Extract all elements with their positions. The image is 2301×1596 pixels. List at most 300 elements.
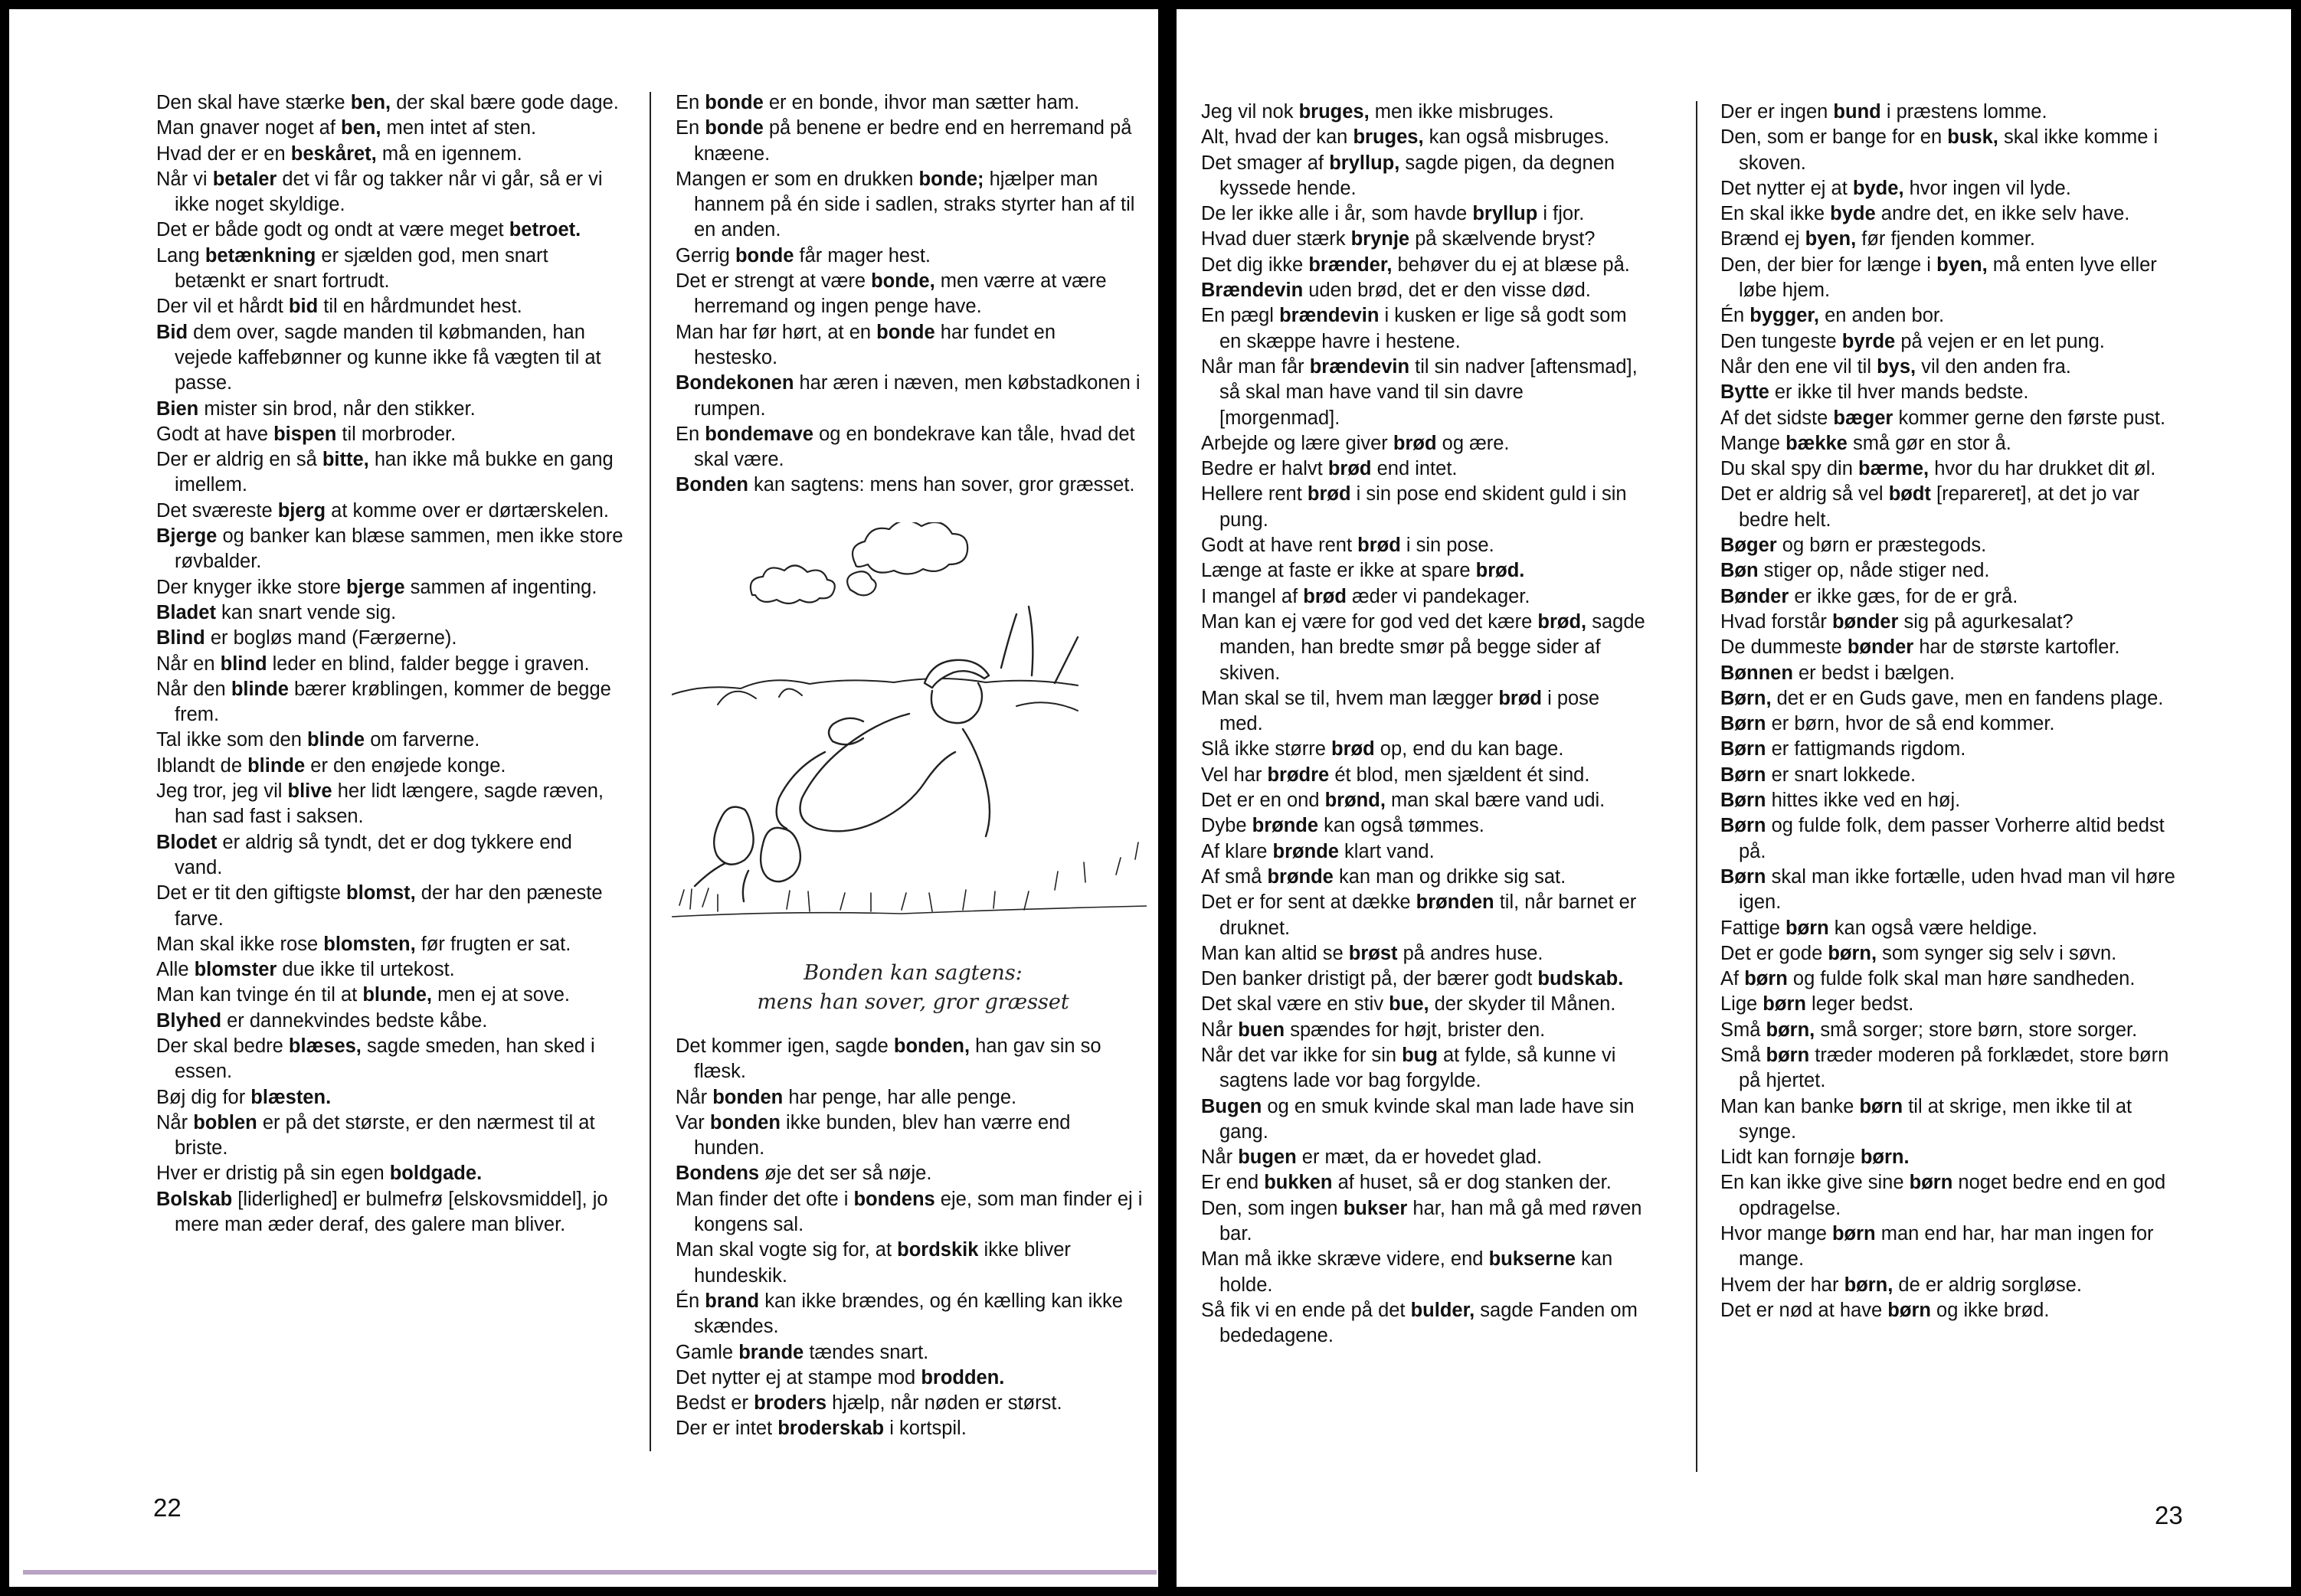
proverb-text: Når [1201, 1146, 1239, 1169]
proverb-keyword: bjerge [346, 576, 405, 598]
proverb-entry [1720, 813, 2180, 865]
proverb-text: Når [156, 1111, 194, 1133]
page-edge-stripe [23, 1570, 1157, 1575]
proverb-keyword: byen, [1936, 253, 1988, 276]
right-page-column-1 [1201, 100, 1645, 1349]
proverb-entry [676, 1110, 1143, 1162]
proverb-text: har æren i næven, men købstadkonen i rumpen. [694, 372, 1141, 420]
proverb-keyword: brød [1498, 687, 1542, 709]
proverb-text: får mager hest. [794, 244, 931, 267]
proverb-entry [156, 524, 624, 575]
proverb-text: Man skal se til, hvem man lægger [1201, 687, 1499, 709]
proverb-keyword: byrde [1841, 330, 1896, 352]
proverb-text: før frugten er sat. [415, 933, 571, 955]
proverb-text: Der skal bedre [156, 1035, 289, 1057]
proverb-text: Det er nød at have [1720, 1299, 1888, 1321]
proverb-text: Alle [156, 959, 195, 981]
proverb-text: Små [1720, 1044, 1766, 1066]
proverb-text: har penge, har alle penge. [783, 1086, 1017, 1108]
proverb-text: Bedre er halvt [1201, 458, 1328, 480]
proverb-text: til, når barnet er druknet. [1219, 891, 1637, 939]
proverb-text: Man finder det ofte i [676, 1188, 854, 1210]
proverb-keyword: Børn [1720, 764, 1766, 786]
proverb-text: bærer krøblingen, kommer de begge frem. [175, 678, 611, 726]
proverb-keyword: betroet. [509, 219, 581, 241]
proverb-text: spændes for højt, brister den. [1285, 1019, 1546, 1041]
proverb-text: er den enøjede konge. [305, 754, 506, 777]
proverb-text: mister sin brod, når den stikker. [198, 397, 476, 420]
left-page [9, 9, 1158, 1587]
proverb-keyword: bønder [1847, 636, 1914, 659]
proverb-text: Det er aldrig så vel [1720, 483, 1889, 505]
proverb-text: op, end du kan bage. [1374, 738, 1564, 760]
proverb-text: i sin pose. [1400, 535, 1494, 557]
proverb-entry [156, 983, 624, 1008]
proverb-text: Man skal vogte sig for, at [676, 1239, 898, 1261]
proverb-entry [676, 1416, 1143, 1441]
proverb-text: Mange [1720, 432, 1786, 454]
proverb-keyword: bryllup [1472, 203, 1538, 225]
proverb-text: på vejen er en let pung. [1895, 330, 2105, 352]
proverb-text: er ikke til hver mands bedste. [1769, 381, 2029, 404]
proverb-text: [repareret], at det jo var bedre helt. [1739, 483, 2140, 531]
proverb-keyword: bund [1833, 101, 1881, 123]
proverb-text: Den banker dristigt på, der bærer godt [1201, 968, 1538, 990]
proverb-entry [1720, 1170, 2180, 1222]
proverb-keyword: blinde [247, 754, 306, 777]
proverb-text: i pose med. [1219, 687, 1600, 735]
proverb-entry [676, 1391, 1143, 1416]
proverb-entry [1201, 456, 1645, 482]
proverb-text: En kan ikke give sine [1720, 1172, 1910, 1194]
proverb-entry [1720, 966, 2180, 992]
proverb-entry [156, 244, 624, 295]
proverb-entry [1720, 610, 2180, 635]
proverb-text: i sin pose end skident guld i sin pung. [1219, 483, 1627, 531]
proverb-text: i kusken er lige så godt som en skæppe havre i hestene. [1219, 305, 1627, 352]
proverb-entry [1720, 431, 2180, 456]
proverb-entry [1201, 558, 1645, 584]
proverb-entry [1201, 151, 1645, 202]
proverb-entry [156, 957, 624, 983]
proverb-entry [1720, 916, 2180, 941]
proverb-entry [1201, 201, 1645, 227]
proverb-text: han gav sin so flæsk. [694, 1035, 1101, 1083]
proverb-text: Der er intet [676, 1418, 778, 1440]
proverb-text: der har den pæneste farve. [175, 882, 603, 930]
left-page-column-2-top [676, 90, 1143, 499]
proverb-text: Når det var ikke for sin [1201, 1044, 1403, 1066]
proverb-entry [1201, 482, 1645, 533]
proverb-keyword: brande [738, 1341, 804, 1363]
proverb-text: sagde pigen, da degnen kyssede hende. [1219, 152, 1615, 199]
proverb-keyword: Blyhed [156, 1009, 222, 1032]
proverb-entry [156, 600, 624, 626]
proverb-entry [676, 422, 1143, 473]
page-number: 22 [153, 1493, 182, 1522]
proverb-keyword: bonden [712, 1086, 784, 1108]
proverb-entry [676, 1161, 1143, 1186]
proverb-entry [156, 626, 624, 651]
proverb-entry [156, 447, 624, 499]
proverb-text: Én [1720, 305, 1750, 327]
proverb-keyword: brønd, [1324, 790, 1386, 812]
proverb-entry [1201, 355, 1645, 431]
proverb-entry [156, 728, 624, 753]
proverb-text: kan holde. [1219, 1248, 1613, 1296]
proverb-keyword: børn [1785, 917, 1829, 939]
proverb-entry [156, 881, 624, 932]
proverb-text: Det er gode [1720, 942, 1828, 964]
proverb-text: på andres huse. [1397, 942, 1543, 964]
proverb-text: ét blod, men sjældent ét sind. [1329, 764, 1590, 786]
proverb-entry [1201, 278, 1645, 303]
proverb-keyword: bruges, [1298, 101, 1370, 123]
proverb-text: er dannekvindes bedste kåbe. [221, 1009, 488, 1032]
proverb-keyword: Bytte [1720, 381, 1769, 404]
proverb-keyword: børn [1744, 968, 1788, 990]
proverb-keyword: broders [754, 1392, 827, 1414]
proverb-text: må enten lyve eller løbe hjem. [1739, 253, 2157, 302]
proverb-text: Der er aldrig en så [156, 449, 322, 471]
proverb-text: i præstens lomme. [1880, 101, 2047, 123]
proverb-keyword: børn, [1766, 1019, 1815, 1041]
proverb-entry [1201, 533, 1645, 558]
proverb-text: træder moderen på forklædet, store børn på hjertet. [1739, 1044, 2169, 1092]
proverb-text: det er en Guds gave, men en fandens plage. [1771, 687, 2164, 709]
proverb-entry [1720, 227, 2180, 252]
proverb-keyword: bispen [273, 423, 337, 445]
proverb-text: En [676, 92, 705, 113]
proverb-text: Arbejde og lære giver [1201, 432, 1393, 454]
proverb-text: Det er tit den giftigste [156, 882, 347, 904]
proverb-text: Bedst er [676, 1392, 754, 1414]
proverb-text: leder en blind, falder begge i graven. [267, 652, 590, 675]
proverb-keyword: brøst [1348, 942, 1398, 964]
proverb-text: Lige [1720, 993, 1763, 1015]
proverb-keyword: børn, [1828, 942, 1877, 964]
proverb-entry [1720, 686, 2180, 711]
proverb-keyword: blæsten. [250, 1086, 332, 1108]
proverb-text: De dummeste [1720, 636, 1848, 659]
proverb-text: er snart lokkede. [1766, 764, 1916, 786]
proverb-entry [1201, 890, 1645, 941]
proverb-keyword: Børn [1720, 790, 1766, 812]
proverb-keyword: Bondekonen [676, 372, 794, 394]
proverb-keyword: bonde [735, 244, 794, 267]
proverb-text: er børn, hvor de så end kommer. [1766, 713, 2055, 735]
proverb-keyword: bæger [1833, 407, 1893, 429]
proverb-text: æder vi pandekager. [1346, 585, 1530, 607]
proverb-entry [1720, 1043, 2180, 1094]
proverb-text: men værre at være herremand og ingen penge have. [694, 270, 1107, 318]
proverb-text: En pægl [1201, 305, 1280, 327]
proverb-text: i fjor. [1537, 203, 1585, 225]
proverb-keyword: Børn [1720, 713, 1766, 735]
proverb-text: Man kan banke [1720, 1095, 1860, 1117]
proverb-entry [156, 90, 624, 116]
proverb-entry [1720, 533, 2180, 558]
proverb-text: eje, som man finder ej i kongens sal. [694, 1188, 1143, 1236]
proverb-keyword: Bonden [676, 474, 748, 496]
proverb-keyword: ben, [341, 117, 381, 139]
proverb-text: at komme over er dørtærskelen. [326, 499, 609, 522]
proverb-keyword: Børn, [1720, 687, 1772, 709]
proverb-keyword: brødre [1267, 764, 1330, 786]
proverb-keyword: Bønnen [1720, 662, 1793, 684]
proverb-text: Man har før hørt, at en [676, 321, 877, 343]
proverb-entry [1201, 992, 1645, 1017]
proverb-keyword: brød [1393, 432, 1437, 454]
proverb-text: der skal bære gode dage. [391, 92, 619, 113]
proverb-keyword: børn. [1860, 1146, 1910, 1169]
proverb-keyword: bærme, [1858, 458, 1930, 480]
proverb-keyword: bonde [705, 117, 764, 139]
proverb-keyword: bulder, [1410, 1299, 1475, 1321]
proverb-keyword: Bolskab [156, 1188, 233, 1210]
proverb-text: man skal bære vand udi. [1385, 790, 1605, 812]
proverb-keyword: Bladet [156, 601, 216, 623]
proverb-text: til morbroder. [336, 423, 457, 445]
proverb-entry [156, 397, 624, 422]
proverb-text: Længe at faste er ikke at spare [1201, 560, 1476, 582]
proverb-text: Hver er dristig på sin egen [156, 1163, 390, 1185]
proverb-text: Det er en ond [1201, 790, 1325, 812]
proverb-text: kan også være heldige. [1828, 917, 2038, 939]
proverb-text: kan man og drikke sig sat. [1333, 865, 1566, 888]
proverb-text: Vel har [1201, 764, 1268, 786]
proverb-entry [156, 1161, 624, 1186]
proverb-text: Brænd ej [1720, 228, 1805, 250]
proverb-text: Den tungeste [1720, 330, 1842, 352]
proverb-text: men ikke misbruges. [1369, 101, 1554, 123]
proverb-text: Den, som er bange for en [1720, 126, 1948, 149]
proverb-entry [1720, 992, 2180, 1017]
proverb-text: til at skrige, men ikke til at synge. [1739, 1095, 2132, 1143]
proverb-entry [1201, 303, 1645, 355]
proverb-entry [156, 754, 624, 779]
proverb-text: og en smuk kvinde skal man lade have sin gang. [1219, 1095, 1635, 1143]
proverb-keyword: boldgade. [389, 1163, 483, 1185]
proverb-keyword: bondemave [705, 423, 813, 445]
proverb-text: på benene er bedre end en herremand på knæene. [694, 117, 1132, 165]
proverb-entry [156, 294, 624, 319]
proverb-text: Det er strengt at være [676, 270, 872, 293]
proverb-text: men intet af sten. [381, 117, 537, 139]
illustration-caption [706, 959, 1120, 1017]
proverb-text: små gør en stor å. [1847, 432, 2011, 454]
proverb-text: Når man får [1201, 355, 1310, 378]
proverb-entry [1201, 941, 1645, 966]
farmer-sleeping-illustration [672, 522, 1147, 951]
proverb-text: er bedst i bælgen. [1792, 662, 1956, 684]
proverb-text: Man kan altid se [1201, 942, 1349, 964]
right-page [1177, 9, 2291, 1587]
proverb-entry [1201, 737, 1645, 762]
proverb-keyword: brynje [1350, 228, 1410, 250]
proverb-text: hvor du har drukket dit øl. [1929, 458, 2156, 480]
proverb-keyword: bitte, [322, 449, 369, 471]
proverb-entry [1201, 1094, 1645, 1146]
proverb-keyword: børn [1887, 1299, 1931, 1321]
proverb-entry [156, 1110, 624, 1162]
proverb-keyword: børn [1766, 1044, 1810, 1066]
proverb-text: Gamle [676, 1341, 739, 1363]
proverb-keyword: brodden. [921, 1366, 1005, 1388]
proverb-entry [1720, 558, 2180, 584]
proverb-text: man end har, har man ingen for mange. [1739, 1223, 2154, 1271]
proverb-text: på skælvende bryst? [1409, 228, 1596, 250]
proverb-keyword: Blodet [156, 831, 218, 853]
proverb-keyword: budskab. [1537, 968, 1624, 990]
proverb-text: er mæt, da er hovedet glad. [1296, 1146, 1543, 1169]
caption-line: mens han sover, gror græsset [757, 990, 1069, 1014]
proverb-entry [1201, 763, 1645, 788]
proverb-entry [1720, 1018, 2180, 1043]
proverb-keyword: Bid [156, 321, 188, 343]
proverb-keyword: betænkning [205, 244, 316, 267]
proverb-entry [156, 320, 624, 397]
proverb-text: her lidt længere, sagde ræven, han sad fast i saksen. [175, 780, 604, 828]
proverb-entry [1720, 100, 2180, 125]
proverb-keyword: bugen [1238, 1146, 1297, 1169]
proverb-entry [1201, 610, 1645, 686]
proverb-keyword: bryllup, [1329, 152, 1400, 174]
proverb-keyword: børn, [1844, 1274, 1893, 1296]
proverb-text: der skyder til Månen. [1429, 993, 1616, 1015]
proverb-text: stiger op, nåde stiger ned. [1758, 560, 1990, 582]
proverb-entry [1201, 1018, 1645, 1043]
proverb-entry [676, 1340, 1143, 1365]
proverb-keyword: blunde, [362, 984, 432, 1006]
proverb-keyword: børn [1859, 1095, 1903, 1117]
proverb-text: er aldrig så tyndt, det er dog tykkere end vand. [175, 831, 572, 878]
proverb-entry [156, 116, 624, 141]
proverb-entry [1201, 584, 1645, 610]
proverb-keyword: bonden, [893, 1035, 970, 1057]
proverb-entry [156, 652, 624, 677]
proverb-text: Når en [156, 652, 221, 675]
proverb-text: Lidt kan fornøje [1720, 1146, 1861, 1169]
proverb-keyword: busk, [1947, 126, 1998, 149]
proverb-text: om farverne. [365, 729, 480, 751]
proverb-keyword: brød [1331, 738, 1375, 760]
proverb-text: Af klare [1201, 840, 1273, 862]
proverb-entry [1201, 865, 1645, 890]
proverb-entry [676, 1034, 1143, 1085]
proverb-keyword: Bondens [676, 1163, 760, 1185]
proverb-keyword: Bien [156, 397, 199, 420]
proverb-text: kan snart vende sig. [215, 601, 397, 623]
proverb-keyword: brønde [1267, 865, 1334, 888]
proverb-text: har de største kartofler. [1913, 636, 2120, 659]
proverb-entry [1720, 661, 2180, 686]
proverb-entry [156, 575, 624, 600]
proverb-entry [676, 1289, 1143, 1340]
proverb-entry [156, 830, 624, 881]
proverb-text: Når [676, 1086, 713, 1108]
column-divider [650, 92, 651, 1451]
proverb-keyword: bonde, [871, 270, 935, 293]
proverb-text: Når vi [156, 168, 213, 190]
proverb-text: Den, som ingen [1201, 1197, 1344, 1219]
proverb-text: er ikke gæs, for de er grå. [1789, 585, 2018, 607]
proverb-text: Det er både godt og ondt at være meget [156, 219, 509, 241]
proverb-entry [1720, 1094, 2180, 1146]
proverb-keyword: brød. [1475, 560, 1525, 582]
proverb-text: og fulde folk, dem passer Vorherre altid bedst på. [1739, 815, 2165, 862]
proverb-text: Slå ikke større [1201, 738, 1332, 760]
left-page-column-1 [156, 90, 624, 1238]
proverb-text: Af [1720, 968, 1745, 990]
proverb-entry [1720, 329, 2180, 355]
proverb-text: Af små [1201, 865, 1268, 888]
proverb-entry [1201, 813, 1645, 839]
proverb-entry [1201, 788, 1645, 813]
proverb-keyword: Bønder [1720, 585, 1789, 607]
proverb-keyword: brand [705, 1290, 760, 1312]
proverb-entry [1720, 584, 2180, 610]
proverb-keyword: bonde; [918, 168, 984, 190]
proverb-keyword: bække [1785, 432, 1848, 454]
proverb-text: og en bondekrave kan tåle, hvad det skal være. [694, 423, 1135, 471]
proverb-entry [156, 779, 624, 830]
proverb-text: kan ikke brændes, og én kælling kan ikke skændes. [694, 1290, 1123, 1338]
proverb-keyword: brændevin [1279, 305, 1380, 327]
proverb-text: Det er for sent at dække [1201, 891, 1416, 914]
proverb-text: Mangen er som en drukken [676, 168, 919, 190]
proverb-keyword: betaler [212, 168, 277, 190]
proverb-text: og ære. [1436, 432, 1510, 454]
proverb-text: Det sværeste [156, 499, 278, 522]
proverb-entry [156, 217, 624, 243]
proverb-keyword: børn [1763, 993, 1806, 1015]
proverb-text: Man skal ikke rose [156, 933, 324, 955]
proverb-keyword: blomster [194, 959, 277, 981]
column-divider [1696, 101, 1697, 1472]
proverb-text: Der vil et hårdt [156, 296, 289, 318]
proverb-keyword: bjerg [277, 499, 326, 522]
proverb-entry [1720, 788, 2180, 813]
proverb-text: Jeg tror, jeg vil [156, 780, 288, 803]
proverb-keyword: blomsten, [323, 933, 416, 955]
proverb-entry [1720, 201, 2180, 227]
proverb-entry [156, 1085, 624, 1110]
proverb-text: Man kan ej være for god ved det kære [1201, 610, 1538, 633]
proverb-keyword: bid [288, 296, 319, 318]
proverb-entry [1720, 303, 2180, 329]
proverb-text: skal man ikke fortælle, uden hvad man vil høre igen. [1739, 865, 2175, 914]
proverb-entry [1201, 1247, 1645, 1298]
proverb-text: de er aldrig sorgløse. [1893, 1274, 2082, 1296]
proverb-entry [676, 1365, 1143, 1391]
proverb-text: Du skal spy din [1720, 458, 1858, 480]
proverb-text: Små [1720, 1019, 1766, 1041]
proverb-keyword: bruges, [1353, 126, 1424, 149]
proverb-keyword: blomst, [346, 882, 416, 904]
proverb-entry [676, 269, 1143, 320]
proverb-text: små sorger; store børn, store sorger. [1815, 1019, 2138, 1041]
proverb-text: Når den ene vil til [1720, 355, 1877, 378]
proverb-keyword: Børn [1720, 815, 1766, 837]
page-number: 23 [2155, 1501, 2183, 1529]
proverb-text: due ikke til urtekost. [277, 959, 455, 981]
proverb-entry [1201, 100, 1645, 125]
proverb-keyword: Bugen [1201, 1095, 1262, 1117]
proverb-text: er en bonde, ihvor man sætter ham. [763, 92, 1080, 113]
proverb-text: En skal ikke [1720, 203, 1831, 225]
proverb-entry [1720, 456, 2180, 482]
